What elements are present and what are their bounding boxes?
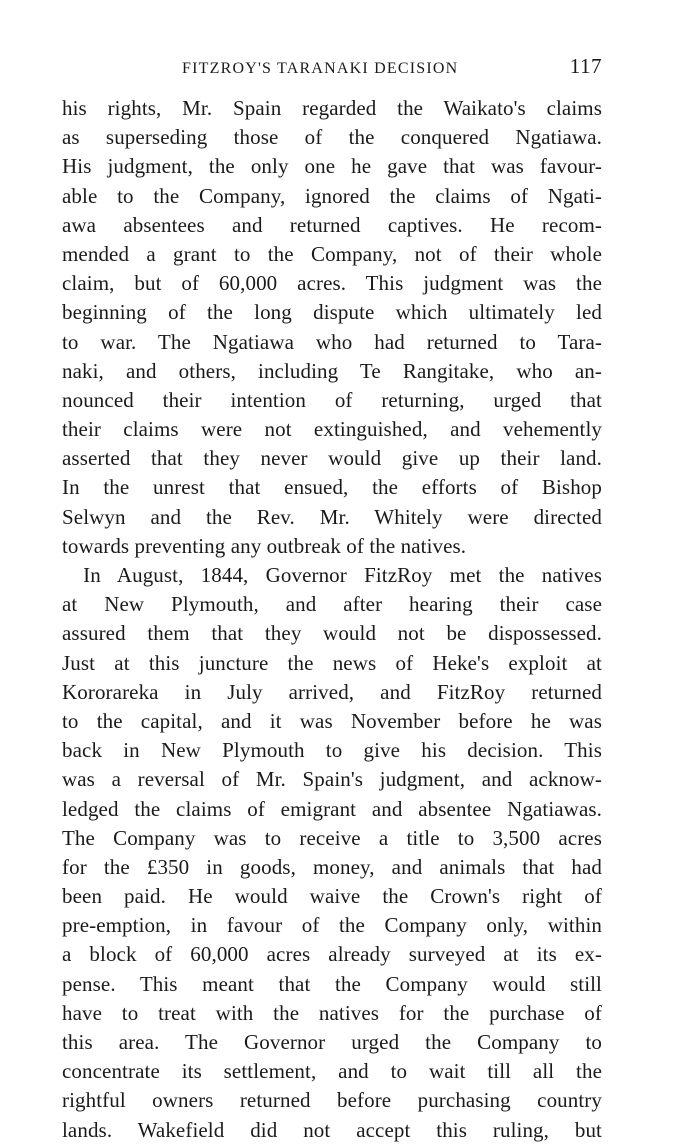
body-text — [62, 94, 602, 1145]
paragraph-end-line: towards preventing any outbreak of the natives. — [62, 533, 467, 558]
text-line: for the £350 in goods, money, and animals that had — [62, 854, 602, 879]
text-line: In the unrest that ensued, the efforts of Bishop — [62, 475, 602, 500]
text-line: beginning of the long dispute which ultimately led — [62, 300, 602, 325]
text-line: able to the Company, ignored the claims of Ngati- — [62, 183, 602, 208]
text-line: Selwyn and the Rev. Mr. Whitely were directed — [62, 504, 602, 529]
text-line: to the capital, and it was November before he was — [62, 708, 602, 733]
text-line: assured them that they would not be dispossessed. — [62, 621, 602, 646]
text-line: back in New Plymouth to give his decision. This — [62, 738, 602, 763]
text-line: asserted that they never would give up their land. — [62, 446, 602, 471]
paragraph-start-line: In August, 1844, Governor FitzRoy met the natives — [62, 563, 602, 587]
text-line: lands. Wakefield did not accept this ruling, but — [62, 1117, 602, 1142]
text-line: awa absentees and returned captives. He recom- — [62, 212, 602, 237]
running-title: FITZROY'S TARANAKI DECISION — [182, 60, 459, 77]
text-line: rightful owners returned before purchasing country — [62, 1088, 602, 1113]
text-line: concentrate its settlement, and to wait till all the — [62, 1059, 602, 1084]
text-line: naki, and others, including Te Rangitake, who an- — [62, 358, 602, 383]
text-line: as superseding those of the conquered Ngatiawa. — [62, 125, 602, 150]
text-line: have to treat with the natives for the purchase of — [62, 1000, 602, 1025]
text-line: nounced their intention of returning, urged that — [62, 387, 602, 412]
text-line: pense. This meant that the Company would still — [62, 971, 602, 996]
text-line: to war. The Ngatiawa who had returned to Tara- — [62, 329, 602, 354]
text-line: pre-emption, in favour of the Company only, within — [62, 913, 602, 938]
text-line: ledged the claims of emigrant and absentee Ngatiawas. — [62, 796, 602, 821]
text-line: this area. The Governor urged the Company to — [62, 1030, 602, 1054]
text-line: his rights, Mr. Spain regarded the Waikato's claims — [62, 96, 602, 120]
text-line: a block of 60,000 acres already surveyed at its ex- — [62, 942, 602, 967]
text-line: claim, but of 60,000 acres. This judgment was the — [62, 271, 602, 296]
text-line: Kororareka in July arrived, and FitzRoy returned — [62, 679, 602, 704]
text-line: at New Plymouth, and after hearing their case — [62, 592, 602, 617]
text-line: Just at this juncture the news of Heke's exploit at — [62, 650, 602, 675]
running-head — [62, 54, 602, 88]
page-number: 117 — [569, 54, 602, 78]
text-line: His judgment, the only one he gave that was favour- — [62, 154, 602, 179]
text-line: their claims were not extinguished, and vehemently — [62, 417, 602, 442]
text-line: The Company was to receive a title to 3,500 acres — [62, 825, 602, 850]
text-line: been paid. He would waive the Crown's right of — [62, 884, 602, 909]
text-line: mended a grant to the Company, not of their whole — [62, 241, 602, 266]
text-line: was a reversal of Mr. Spain's judgment, and acknow- — [62, 767, 602, 792]
